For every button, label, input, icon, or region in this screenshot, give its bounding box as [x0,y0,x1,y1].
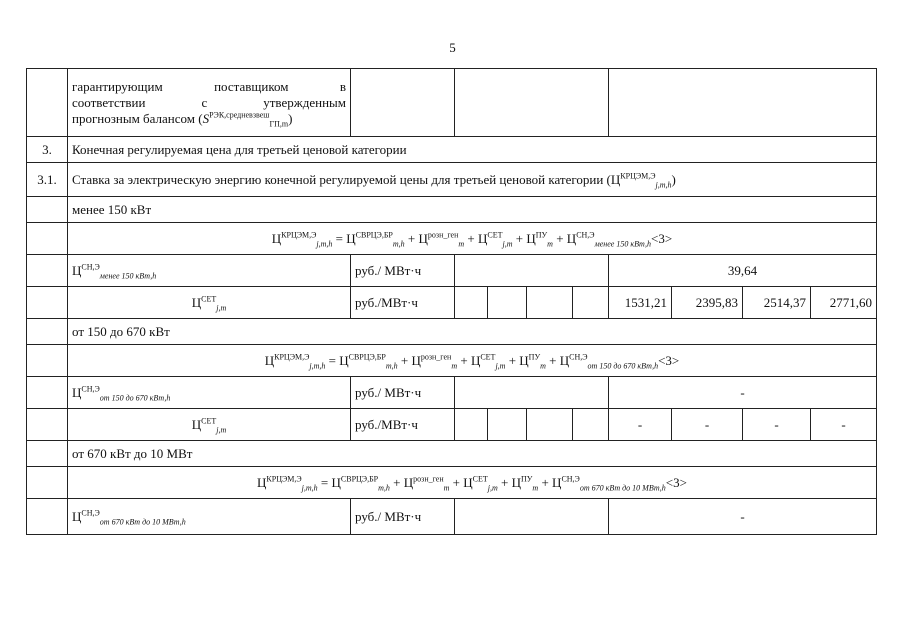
row-number-empty [27,319,68,345]
unit-cell: руб./ МВт·ч [351,255,455,287]
row-number-empty [27,409,68,441]
row-number-empty [27,499,68,535]
value-cell: 1531,21 [609,287,672,319]
unit-cell: руб./ МВт·ч [351,499,455,535]
value-empty [573,287,609,319]
value-cell: 2514,37 [743,287,811,319]
value-empty [488,287,527,319]
subsection-heading-row [27,441,877,467]
value-empty [573,409,609,441]
row-symbol: $Ц^{СН,Э}_{от 670 кВт до 10 МВт,h}$ [68,499,351,535]
table-row [27,409,877,441]
row-number-empty [27,287,68,319]
row-number: 3. [27,137,68,163]
value-cell: - [811,409,877,441]
row-number-empty [27,467,68,499]
row-symbol: $Ц^{СН,Э}_{менее 150 кВт,h}$ [68,255,351,287]
subsection-heading-row [27,319,877,345]
section-title: Ставка за электрическую энергию конечной регулируемой цены для третьей ценовой категории $(Ц^{КРЦЭМ,Э}_{j,m,h})$ [68,163,877,197]
value-cell: - [609,377,877,409]
value-cell: - [609,499,877,535]
subsection-heading: менее 150 кВт [68,197,877,223]
page-number: 5 [449,40,456,55]
row-number-empty [27,223,68,255]
row-symbol: $Ц^{СН,Э}_{от 150 до 670 кВт,h}$ [68,377,351,409]
tariff-table [26,68,877,535]
table-row [27,255,877,287]
value-block-left [455,69,609,137]
value-empty [488,409,527,441]
table-row-intro [27,69,877,137]
unit-cell [351,69,455,137]
row-number-empty [27,441,68,467]
value-cell: 2771,60 [811,287,877,319]
subsection-heading: от 670 кВт до 10 МВт [68,441,877,467]
value-empty [455,255,609,287]
value-cell: - [609,409,672,441]
value-cell: 2395,83 [672,287,743,319]
intro-text: гарантирующим поставщиком в соответствии с утвержденным прогнозным балансом $(S^{РЭК,средневзвеш}_{ГП,m})$ [68,69,351,137]
value-empty [455,409,488,441]
price-formula: $Ц^{КРЦЭМ,Э}_{j,m,h} = Ц^{СВРЦЭ,БР}_{m,h} + Ц^{розн\_ген}_m + Ц^{СЕТ}_{j,m} + Ц^{ПУ}_m + Ц^{СН,Э}_{менее 150 кВт,h}<3>$ [68,223,877,255]
section-title: Конечная регулируемая цена для третьей ценовой категории [68,137,877,163]
formula-row [27,345,877,377]
row-number: 3.1. [27,163,68,197]
value-empty [527,287,573,319]
price-formula: $Ц^{КРЦЭМ,Э}_{j,m,h} = Ц^{СВРЦЭ,БР}_{m,h} + Ц^{розн\_ген}_m + Ц^{СЕТ}_{j,m} + Ц^{ПУ}_m + Ц^{СН,Э}_{от 150 до 670 кВт,h}<3>$ [68,345,877,377]
unit-cell: руб./ МВт·ч [351,377,455,409]
subsection-heading: от 150 до 670 кВт [68,319,877,345]
table-row-section-3-1 [27,163,877,197]
unit-cell: руб./МВт·ч [351,287,455,319]
value-block-right [609,69,877,137]
value-cell: - [672,409,743,441]
table-row [27,377,877,409]
subsection-heading-row [27,197,877,223]
table-row [27,499,877,535]
row-number-empty [27,197,68,223]
value-empty [455,287,488,319]
row-number-empty [27,345,68,377]
table-row [27,287,877,319]
row-symbol: $Ц^{СЕТ}_{j,m}$ [68,287,351,319]
row-symbol: $Ц^{СЕТ}_{j,m}$ [68,409,351,441]
row-number-empty [27,377,68,409]
value-empty [455,499,609,535]
value-empty [455,377,609,409]
price-formula: $Ц^{КРЦЭМ,Э}_{j,m,h} = Ц^{СВРЦЭ,БР}_{m,h} + Ц^{розн\_ген}_m + Ц^{СЕТ}_{j,m} + Ц^{ПУ}_m + Ц^{СН,Э}_{от 670 кВт до 10 МВт,h}<3>$ [68,467,877,499]
value-cell: - [743,409,811,441]
row-number-empty [27,69,68,137]
table-row-section-3 [27,137,877,163]
row-number-empty [27,255,68,287]
unit-cell: руб./МВт·ч [351,409,455,441]
formula-row [27,223,877,255]
formula-row [27,467,877,499]
value-empty [527,409,573,441]
value-cell: 39,64 [609,255,877,287]
